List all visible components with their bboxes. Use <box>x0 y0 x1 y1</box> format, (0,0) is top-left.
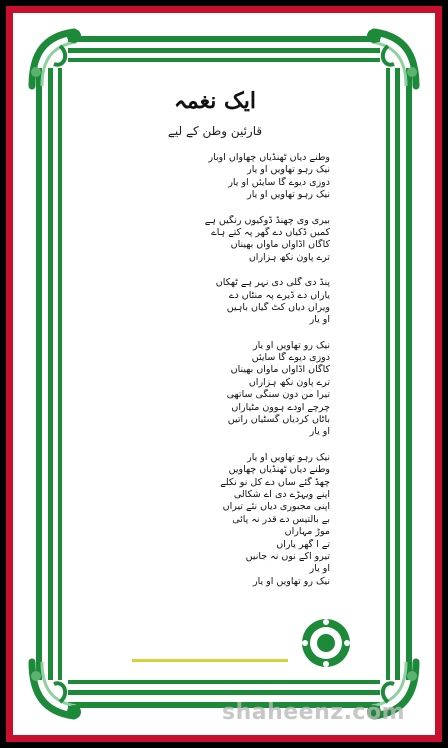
left-stripe-middle <box>48 68 53 680</box>
stanza <box>108 340 330 439</box>
stanza <box>108 152 330 202</box>
stanza <box>108 452 330 588</box>
stanza <box>108 215 330 265</box>
ribbon-ornament-icon <box>24 654 94 724</box>
poem-body <box>108 152 330 588</box>
left-stripe-inner <box>58 68 62 680</box>
poem-line: تیرو آکے نوں نہ جانیں <box>245 550 330 562</box>
poem-line: باٹاں کردیاں گسٹیاں راتیں <box>227 414 330 426</box>
poem-subtitle: قارئین وطن کے لیے <box>167 124 263 138</box>
poem-line: دوزی دیوے گا سایئں او یار <box>228 176 330 188</box>
poem-line: چرچے اودے ہوون مٹیاراں <box>231 401 330 413</box>
poem-line: او یار <box>309 563 330 575</box>
top-stripe-outer <box>68 36 380 42</box>
bottom-stripe-inner <box>68 680 380 684</box>
ribbon-ornament-icon <box>354 24 424 94</box>
right-stripe-inner <box>386 68 390 680</box>
poem-line: چھڈ گئے ساں دے کل نو نکلے <box>220 476 330 488</box>
poem-line: نیک رو تھاویں او یار <box>252 339 330 351</box>
stanza <box>108 277 330 327</box>
poem-line: ترے پاون نکھ ہزاراں <box>248 251 330 263</box>
poem-line: کاگاں اڈاواں ماواں بھیناں <box>230 239 330 251</box>
poem-line: موڑ مہاراں <box>284 526 330 538</box>
poem-line: نیک رہو تھاویں او یار <box>247 189 330 201</box>
poem-line: تیرا من دون سنگی ساتھی <box>226 389 330 401</box>
poem-line: اپنے ویہڑے دی اے شکالی <box>233 488 330 500</box>
poem-line: وطنے دیاں ٹھنڈیاں چھاواں اوبار <box>208 152 330 163</box>
top-stripe-inner <box>68 58 380 62</box>
poem-line: نیک رو تھاویں او یار <box>252 575 330 587</box>
top-stripe-middle <box>68 48 380 53</box>
bottom-stripe-middle <box>68 690 380 695</box>
poem-line: وطنے دیاں ٹھنڈیاں چھاویں <box>228 464 330 476</box>
poem-line: ترے پاون نکھ ہزاراں <box>248 376 330 388</box>
poem-line: او یار <box>309 426 330 438</box>
poem-line: کمیں ڈکیاں دے گھر پہ کتے ہاے <box>211 226 330 238</box>
poem-line: ویراں دیاں کٹ گیاں باہیں <box>226 301 330 313</box>
poem-line: او یار <box>309 314 330 326</box>
right-stripe-middle <box>395 68 400 680</box>
left-stripe-outer <box>36 68 42 680</box>
watermark: shaheenz.com <box>222 700 406 725</box>
poem-line: اپنی مجبوری دیاں نئے تیراں <box>222 501 330 513</box>
poem-line: تے آ گھر یاراں <box>276 538 330 550</box>
poem-line: بیری وی چھنڈ ڈوکیوں رنگیں ہے <box>204 214 330 226</box>
poem-line: نیک رہو تھاویں او یار <box>247 164 330 176</box>
poem-line: نیک رہو تھاویں او یار <box>247 451 330 463</box>
poem-line: یاراں دے ڈیرے پہ منٹاں دے <box>228 289 330 301</box>
ribbon-ornament-icon <box>24 24 94 94</box>
poem-line: بے بالتیس دے قدر نہ پائی <box>232 513 330 525</box>
poem-line: کاگاں اڈاواں ماواں بھیناں <box>230 364 330 376</box>
poem-title: ایک نغمہ <box>174 88 256 114</box>
yellow-divider <box>132 659 288 662</box>
right-stripe-outer <box>406 68 412 680</box>
poem-line: پنڈ دی گلی دی نہر ہے ٹھکاں <box>215 277 330 289</box>
poem-line: دوزی دیوے گا سایئں <box>251 352 330 364</box>
circular-emblem-icon <box>300 617 352 669</box>
